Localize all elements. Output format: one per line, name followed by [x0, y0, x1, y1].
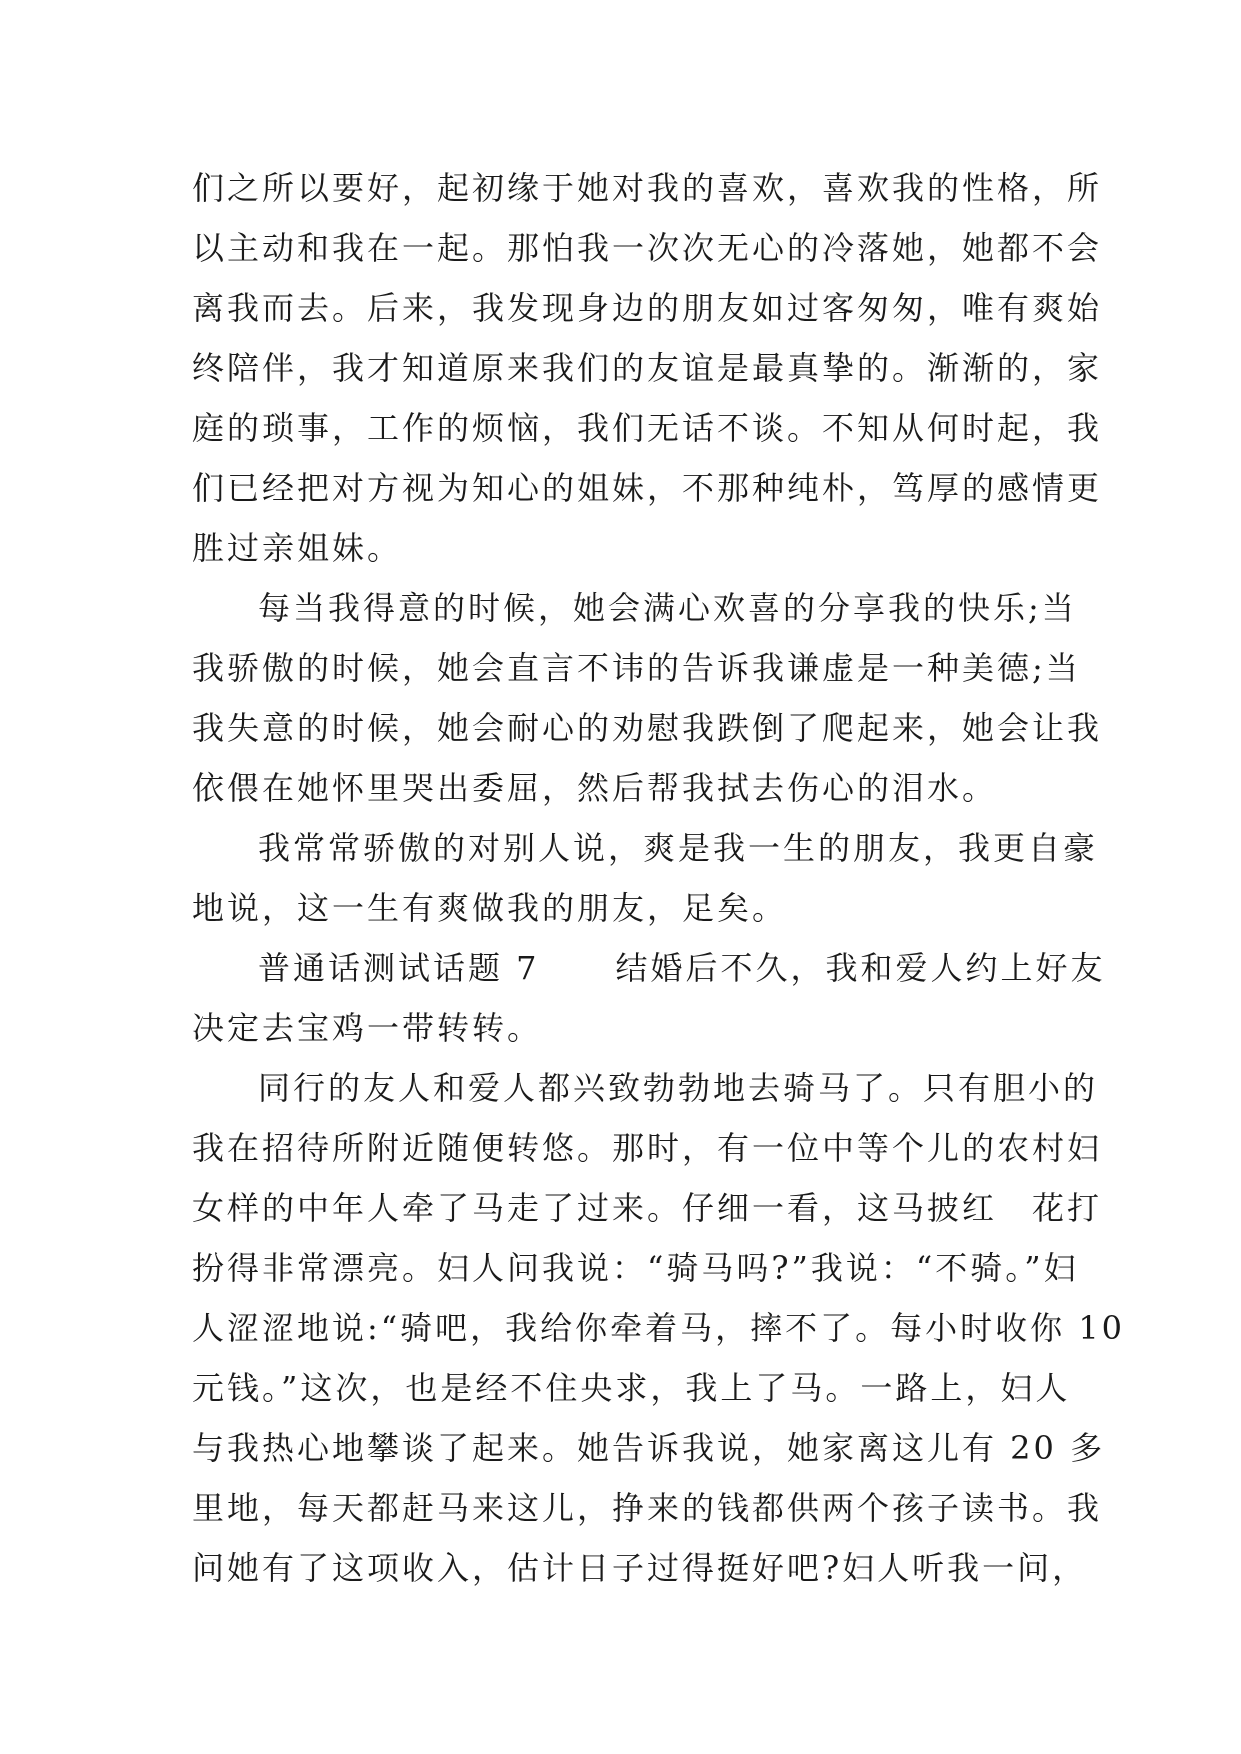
topic-heading-line	[192, 938, 1106, 998]
text-line: 我常常骄傲的对别人说，爽是我一生的朋友，我更自豪	[258, 829, 1099, 867]
text-line: 胜过亲姐妹。	[192, 529, 403, 567]
topic-heading-rest: 结婚后不久，我和爱人约上好友	[615, 949, 1106, 987]
text-line: 元钱。”这次，也是经不住央求，我上了马。一路上，妇人	[192, 1369, 1071, 1407]
text-line: 与我热心地攀谈了起来。她告诉我说，她家离这儿有 20 多	[192, 1429, 1106, 1467]
text-line: 离我而去。后来，我发现身边的朋友如过客匆匆，唯有爽始	[192, 289, 1103, 327]
text-line: 依偎在她怀里哭出委屈，然后帮我拭去伤心的泪水。	[192, 769, 998, 807]
text-line: 庭的琐事，工作的烦恼，我们无话不谈。不知从何时起，我	[192, 409, 1103, 447]
text-line: 人涩涩地说:“骑吧，我给你牵着马，摔不了。每小时收你 10	[192, 1309, 1126, 1347]
text-line: 问她有了这项收入，估计日子过得挺好吧?妇人听我一问，	[192, 1549, 1088, 1587]
text-line: 扮得非常漂亮。妇人问我说：“骑马吗?”我说：“不骑。”妇	[192, 1249, 1079, 1287]
text-line: 我失意的时候，她会耐心的劝慰我跌倒了爬起来，她会让我	[192, 709, 1103, 747]
text-line: 女样的中年人牵了马走了过来。仔细一看，这马披红 花打	[192, 1189, 1103, 1227]
text-line: 终陪伴，我才知道原来我们的友谊是最真挚的。渐渐的，家	[192, 349, 1103, 387]
text-line: 们之所以要好，起初缘于她对我的喜欢，喜欢我的性格，所	[192, 169, 1103, 207]
text-line: 每当我得意的时候，她会满心欢喜的分享我的快乐;当	[258, 589, 1077, 627]
topic-heading: 普通话测试话题 7	[258, 949, 540, 987]
text-line: 们已经把对方视为知心的姐妹，不那种纯朴，笃厚的感情更	[192, 469, 1103, 507]
text-line: 以主动和我在一起。那怕我一次次无心的冷落她，她都不会	[192, 229, 1103, 267]
text-line: 地说，这一生有爽做我的朋友，足矣。	[192, 889, 788, 927]
text-line: 同行的友人和爱人都兴致勃勃地去骑马了。只有胆小的	[258, 1069, 1099, 1107]
text-line: 里地，每天都赶马来这儿，挣来的钱都供两个孩子读书。我	[192, 1489, 1103, 1527]
body-text	[192, 158, 1126, 1598]
text-line: 决定去宝鸡一带转转。	[192, 1009, 543, 1047]
text-line: 我在招待所附近随便转悠。那时，有一位中等个儿的农村妇	[192, 1129, 1103, 1167]
text-line: 我骄傲的时候，她会直言不讳的告诉我谦虚是一种美德;当	[192, 649, 1081, 687]
